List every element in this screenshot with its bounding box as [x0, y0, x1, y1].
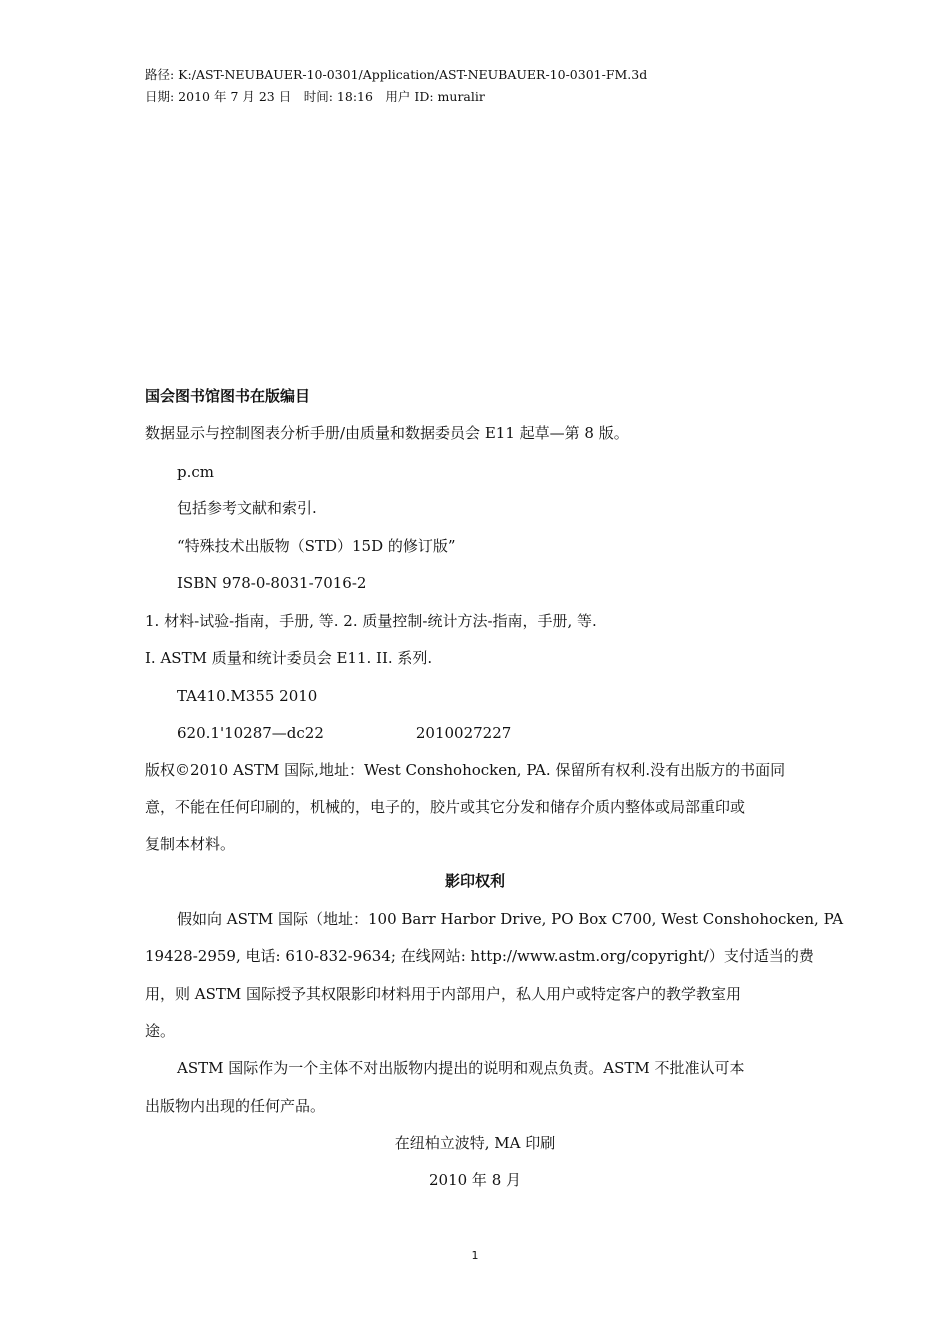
- cip-lccn: 2010027227: [415, 724, 512, 742]
- disclaimer-line-1: ASTM 国际作为一个主体不对出版物内提出的说明和观点负责。ASTM 不批准认可本: [177, 1059, 745, 1077]
- photocopy-line-4: 途。: [145, 1022, 176, 1040]
- printing-date: 2010 年 8 月: [428, 1171, 522, 1189]
- printing-location: 在纽柏立波特, MA 印刷: [394, 1134, 556, 1152]
- file-path-header: 路径: K:/AST-NEUBAUER-10-0301/Application/AST-NEUBAUER-10-0301-FM.3d: [145, 67, 648, 82]
- disclaimer-line-2: 出版物内出现的任何产品。: [145, 1097, 326, 1115]
- cip-series: I. ASTM 质量和统计委员会 E11. II. 系列.: [145, 649, 433, 667]
- copyright-line-3: 复制本材料。: [145, 835, 236, 853]
- copyright-line-2: 意，不能在任何印刷的，机械的，电子的，胶片或其它分发和储存介质内整体或局部重印或: [145, 798, 746, 816]
- photocopy-line-1: 假如向 ASTM 国际（地址：100 Barr Harbor Drive, PO Box C700, West Conshohocken, PA: [177, 910, 844, 928]
- date-time-header: 日期: 2010 年 7 月 23 日 时间: 18:16 用户 ID: muralir: [145, 89, 485, 104]
- page-number: 1: [471, 1249, 479, 1262]
- photocopy-heading: 影印权利: [444, 872, 505, 890]
- cip-title-line: 数据显示与控制图表分析手册/由质量和数据委员会 E11 起草—第 8 版。: [145, 424, 629, 442]
- cip-dewey: 620.1'10287—dc22: [177, 724, 324, 742]
- cip-dewey-row: [177, 723, 511, 743]
- photocopy-line-3: 用，则 ASTM 国际授予其权限影印材料用于内部用户，私人用户或特定客户的教学教室用: [145, 985, 742, 1003]
- cip-subjects: 1. 材料-试验-指南，手册, 等. 2. 质量控制-统计方法-指南，手册, 等.: [145, 612, 597, 630]
- cip-isbn: ISBN 978-0-8031-7016-2: [177, 574, 367, 592]
- cip-revision: “特殊技术出版物（STD）15D 的修订版”: [177, 537, 456, 555]
- cip-lc-class: TA410.M355 2010: [177, 687, 318, 705]
- cip-includes: 包括参考文献和索引.: [177, 499, 317, 517]
- cip-heading: 国会图书馆图书在版编目: [145, 387, 311, 405]
- copyright-line-1: 版权©2010 ASTM 国际,地址：West Conshohocken, PA. 保留所有权利.没有出版方的书面同: [145, 761, 786, 779]
- photocopy-line-2: 19428-2959, 电话: 610-832-9634; 在线网站: http://www.astm.org/copyright/）支付适当的费: [145, 947, 814, 965]
- cip-pcm: p.cm: [177, 463, 214, 481]
